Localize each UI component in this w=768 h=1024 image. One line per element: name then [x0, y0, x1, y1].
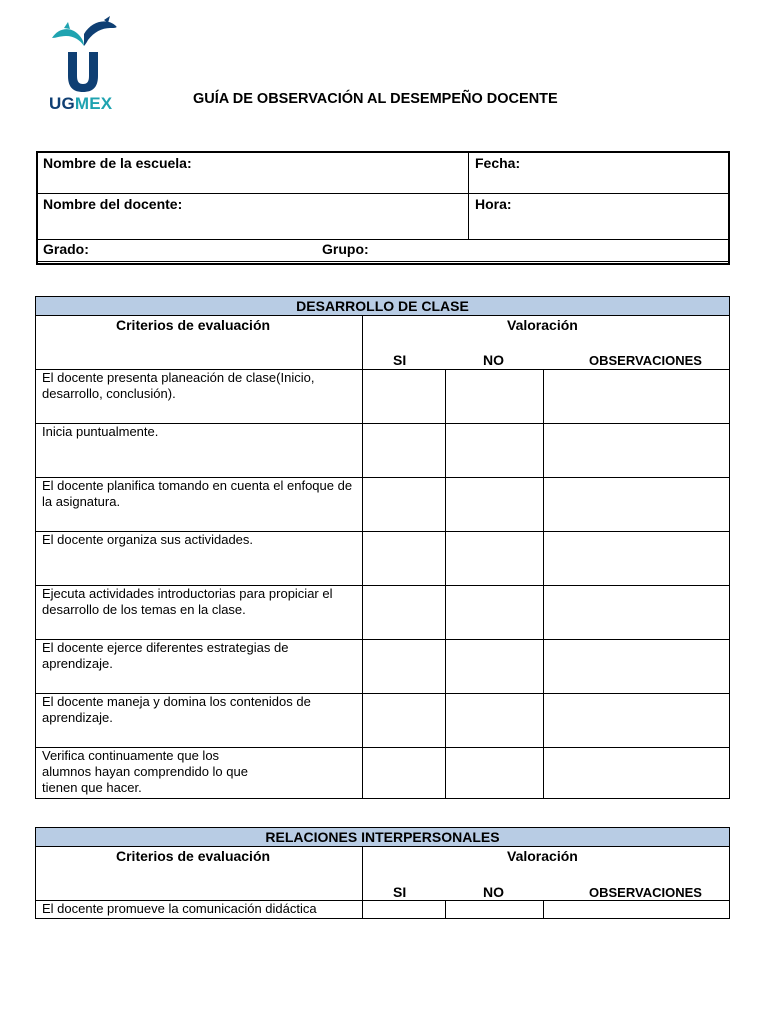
document-title: GUÍA DE OBSERVACIÓN AL DESEMPEÑO DOCENTE — [193, 91, 558, 107]
col-divider — [362, 315, 363, 798]
ugmex-logo-text — [49, 94, 112, 114]
relaciones-heading: RELACIONES INTERPERSONALES — [36, 828, 729, 847]
observaciones-header: OBSERVACIONES — [589, 885, 702, 900]
info-table — [36, 151, 730, 265]
valoracion-header: Valoración — [507, 848, 578, 864]
logo-text-mex: MEX — [74, 94, 113, 113]
docente-label: Nombre del docente: — [43, 196, 183, 212]
info-row-divider — [38, 193, 728, 194]
grado-label: Grado: — [43, 241, 89, 257]
hora-label: Hora: — [475, 196, 512, 212]
col-divider — [362, 846, 363, 918]
info-row-divider — [38, 261, 728, 262]
si-header: SI — [393, 352, 407, 368]
info-col-divider — [468, 153, 469, 239]
criterion-text: El docente organiza sus actividades. — [42, 532, 254, 547]
desarrollo-table — [35, 296, 730, 799]
no-header: NO — [483, 352, 504, 368]
criterion-text: Ejecuta actividades introductorias para propiciar el desarrollo de los temas en la clase. — [42, 586, 333, 617]
fecha-label: Fecha: — [475, 155, 521, 171]
criterion-text: Verifica continuamente que los alumnos hayan comprendido lo que tienen que hacer. — [42, 748, 248, 795]
criterion-text: Inicia puntualmente. — [42, 424, 159, 439]
col-divider — [543, 900, 544, 918]
relaciones-table — [35, 827, 730, 919]
col-divider — [543, 369, 544, 798]
criterion-text: El docente maneja y domina los contenidos de aprendizaje. — [42, 694, 311, 725]
valoracion-header: Valoración — [507, 317, 578, 333]
criterion-text: El docente presenta planeación de clase(Inicio, desarrollo, conclusión). — [42, 370, 315, 401]
col-divider — [445, 369, 446, 798]
observaciones-header: OBSERVACIONES — [589, 353, 702, 368]
info-row-divider — [38, 239, 728, 240]
criterion-text: El docente planifica tomando en cuenta el enfoque de la asignatura. — [42, 478, 353, 509]
logo-text-ug: UG — [49, 94, 75, 113]
criterios-header: Criterios de evaluación — [116, 317, 271, 333]
grupo-label: Grupo: — [322, 241, 369, 257]
criterion-text: El docente promueve la comunicación didáctica — [42, 901, 317, 916]
criterios-header: Criterios de evaluación — [116, 848, 271, 864]
col-divider — [445, 900, 446, 918]
desarrollo-heading: DESARROLLO DE CLASE — [36, 297, 729, 316]
si-header: SI — [393, 884, 407, 900]
no-header: NO — [483, 884, 504, 900]
escuela-label: Nombre de la escuela: — [43, 155, 192, 171]
criterion-text: El docente ejerce diferentes estrategias de aprendizaje. — [42, 640, 289, 671]
